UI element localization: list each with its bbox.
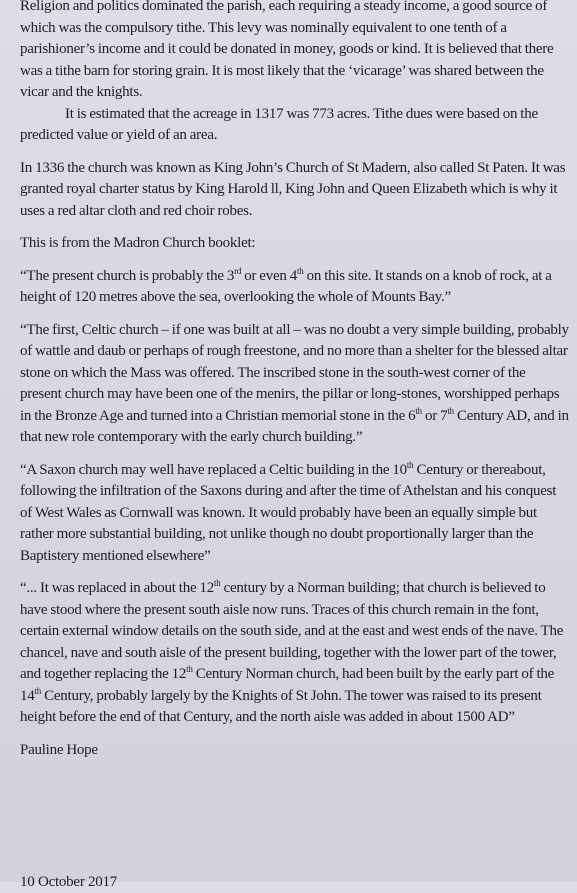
superscript: th bbox=[34, 685, 42, 696]
superscript: rd bbox=[234, 265, 242, 276]
text-segment: on this site. It stands on a knob of rock, at a height of 120 metres above the sea, overlooking the whole of Mounts Bay.” bbox=[20, 267, 552, 305]
superscript: th bbox=[415, 405, 422, 416]
quote-saxon-church bbox=[20, 460, 569, 568]
text-segment: or even 4 bbox=[241, 267, 297, 284]
document-date: 10 October 2017 bbox=[20, 874, 118, 890]
text-segment: Century Norman church, had been built by the early part of the 14 bbox=[20, 666, 555, 704]
text-segment: century by a Norman building; that church is believed to have stood where the present south aisle now runs. Traces of this church remain in the font, certain external window details on the south side, and at the east and west ends of the nave. The chancel, nave and south aisle of the present building, together with the lower part of the tower, and together replacing the 12 bbox=[20, 580, 564, 682]
quote-present-church bbox=[20, 266, 569, 309]
quote-celtic-church bbox=[20, 320, 569, 449]
text-segment: “A Saxon church may well have replaced a Celtic building in the 10 bbox=[20, 461, 407, 478]
paragraph-booklet-intro: This is from the Madron Church booklet: bbox=[20, 235, 256, 251]
text-segment: “... It was replaced in about the 12 bbox=[20, 580, 214, 596]
superscript: th bbox=[213, 578, 221, 588]
paragraph-church-1336: In 1336 the church was known as King John’s Church of St Madern, also called St Paten. It was granted royal charter status by King Harold ll, King John and Queen Elizabeth which is why it uses a red altar cloth and red choir robes. bbox=[20, 159, 566, 219]
text-segment: “The first, Celtic church – if one was built at all – was no doubt a very simple building, probably of wattle and daub or perhaps of rough freestone, and no more than a shelter for the blessed altar stone on which the Mass was offered. The inscribed stone in the south-west corner of the present church may have been one of the menirs, the pillar or long-stones, worshipped perhaps in the Bronze Age and turned into a Christian memorial stone in the 6 bbox=[20, 321, 569, 424]
text-segment: Century, probably largely by the Knights of St John. The tower was raised to its present height before the end of that Century, and the north aisle was added in about 1500 AD” bbox=[20, 687, 542, 725]
superscript: th bbox=[447, 405, 454, 416]
author-name: Pauline Hope bbox=[20, 741, 98, 758]
paragraph-acreage: It is estimated that the acreage in 1317 was 773 acres. Tithe dues were based on the predicted value or yield of an area. bbox=[20, 105, 538, 143]
superscript: th bbox=[296, 265, 304, 276]
paragraph-tithe: Religion and politics dominated the parish, each requiring a steady income, a good source of which was the compulsory tithe. This levy was nominally equivalent to one tenth of a parishioner’s income and it could be donated in money, goods or kind. It is believed that there was a tithe barn for storing grain. It is most likely that the ‘vicarage’ was shared between the vicar and the knights. bbox=[20, 0, 554, 100]
superscript: th bbox=[406, 459, 414, 470]
text-segment: “The present church is probably the 3 bbox=[20, 267, 235, 284]
text-segment: Century AD, and in that new role contemporary with the early church building.” bbox=[20, 407, 569, 445]
superscript: th bbox=[186, 664, 193, 674]
text-segment: or 7 bbox=[421, 407, 448, 424]
quote-norman-church bbox=[20, 578, 569, 729]
text-segment: Century or thereabout, following the infiltration of the Saxons during and after the time of Athelstan and his conquest of West Wales as Cornwall was known. It would probably have been an equally simple but rather more substantial building, not unlike though no doubt proportionally larger than the Baptistery mentioned elsewhere” bbox=[20, 461, 557, 564]
